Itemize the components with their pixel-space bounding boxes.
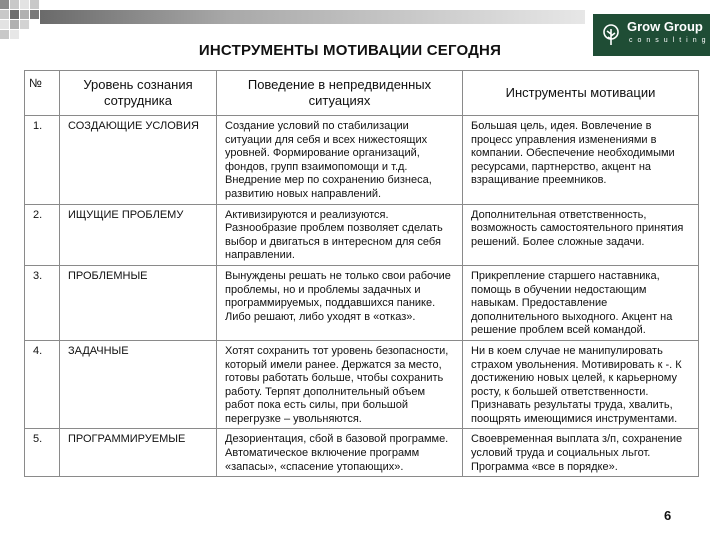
logo-subtitle: consulting [629, 37, 711, 44]
row-level: ЗАДАЧНЫЕ [60, 340, 217, 429]
row-number: 5. [25, 429, 60, 477]
row-level: ПРОБЛЕМНЫЕ [60, 265, 217, 340]
row-tools: Прикрепление старшего наставника, помощь в обучении недостающим навыкам. Предоставление дополнительного выходного. Акцент на решение проблем всей командой. [463, 265, 699, 340]
logo-name: Grow Group [627, 19, 703, 34]
tree-icon [599, 23, 623, 47]
row-number: 2. [25, 204, 60, 265]
row-level: СОЗДАЮЩИЕ УСЛОВИЯ [60, 116, 217, 205]
row-number: 3. [25, 265, 60, 340]
row-level: ИЩУЩИЕ ПРОБЛЕМУ [60, 204, 217, 265]
column-header-tools: Инструменты мотивации [463, 71, 699, 116]
page-title: ИНСТРУМЕНТЫ МОТИВАЦИИ СЕГОДНЯ [198, 42, 502, 59]
row-tools: Дополнительная ответственность, возможность самостоятельного принятия решений. Более сложные задачи. [463, 204, 699, 265]
row-behavior: Активизируются и реализуются. Разнообразие проблем позволяет сделать выбор и двигаться в интересном для себя направлении. [217, 204, 463, 265]
row-tools: Своевременная выплата з/п, сохранение условий труда и социальных льгот. Программа «все в порядке». [463, 429, 699, 477]
page-number: 6 [664, 508, 672, 523]
row-level: ПРОГРАММИРУЕМЫЕ [60, 429, 217, 477]
table-row [25, 429, 699, 477]
row-behavior: Хотят сохранить тот уровень безопасности, который имели ранее. Держатся за место, готовы работать больше, чтобы сохранить работу. Терпят дополнительный объем работ пока есть силы, при большой перегрузке – увольняются. [217, 340, 463, 429]
row-tools: Большая цель, идея. Вовлечение в процесс управления изменениями в компании. Обеспечение необходимыми ресурсами, партнерство, акцент на взращивание преемников. [463, 116, 699, 205]
row-number: 1. [25, 116, 60, 205]
column-header-number: № [25, 71, 60, 116]
table-row [25, 204, 699, 265]
grow-group-logo [593, 14, 710, 56]
table-row [25, 340, 699, 429]
table-row [25, 265, 699, 340]
motivation-table [24, 70, 699, 477]
header-gradient-bar [40, 10, 585, 24]
row-behavior: Создание условий по стабилизации ситуации для себя и всех нижестоящих уровней. Формирование организаций, фондов, групп взаимопомощи и т.д. Внедрение мер по сохранению бизнеса, развитию новых направлений. [217, 116, 463, 205]
row-behavior: Вынуждены решать не только свои рабочие проблемы, но и проблемы задачных и программируемых, поддавшихся панике. Либо решают, либо уходят в «отказ». [217, 265, 463, 340]
column-header-behavior: Поведение в непредвиденных ситуациях [217, 71, 463, 116]
row-tools: Ни в коем случае не манипулировать страхом увольнения. Мотивировать к -. К достижению новых целей, к карьерному росту, к большей ответственности. Признавать результаты труда, хвалить, поощрять имеющимися инструментами. [463, 340, 699, 429]
table-header-row [25, 71, 699, 116]
column-header-level: Уровень сознания сотрудника [60, 71, 217, 116]
row-number: 4. [25, 340, 60, 429]
row-behavior: Дезориентация, сбой в базовой программе. Автоматическое включение программ «запасы», «спасение утопающих». [217, 429, 463, 477]
table-row [25, 116, 699, 205]
corner-squares-decoration [0, 0, 40, 46]
